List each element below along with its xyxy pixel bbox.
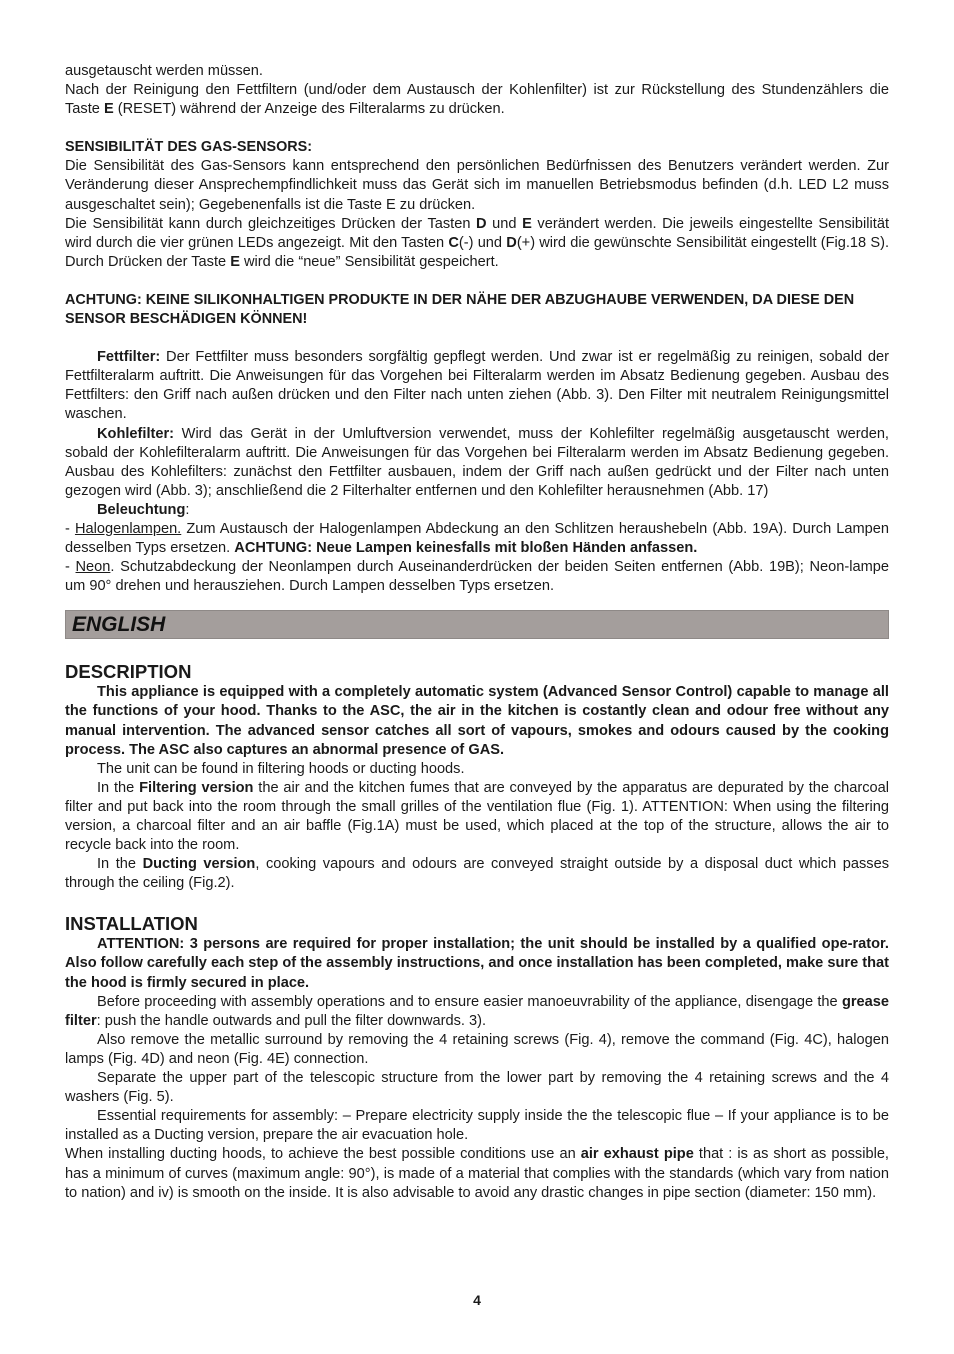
paragraph-reset: Nach der Reinigung den Fettfiltern (und/oder dem Austausch der Kohlenfilter) ist zur Rückstellung des Stundenzählers die Taste E (RESET) während der Anzeige des Filteralarms zu drücken. xyxy=(65,82,889,118)
paragraph-beleuchtung: Beleuchtung: xyxy=(97,501,190,518)
paragraph: Essential requirements for assembly: – Prepare electricity supply inside the the telescopic flue – If your appliance is to be installed as a Ducting version, prepare the air evacuation hole. xyxy=(65,1108,889,1144)
language-section-band xyxy=(65,610,889,639)
page-number: 4 xyxy=(473,1292,481,1308)
paragraph: The unit can be found in filtering hoods or ducting hoods. xyxy=(97,760,465,777)
paragraph: Before proceeding with assembly operations and to ensure easier manoeuvrability of the appliance, disengage the grease filter: push the handle outwards and pull the filter downwards. 3). xyxy=(65,993,889,1029)
document-page xyxy=(65,62,889,1203)
paragraph-halogen: - Halogenlampen. Zum Austausch der Halogenlampen Abdeckung an den Schlitzen heraushebeln (Abb. 19A). Durch Lampen desselben Typs ersetzen. ACHTUNG: Neue Lampen keinesfalls mit bloßen Händen anfassen. xyxy=(65,520,890,557)
paragraph-fettfilter: Fettfilter: Der Fettfilter muss besonders sorgfältig gepflegt werden. Und zwar ist er regelmäßig zu reinigen, sobald der Fettfilteralarm auftritt. Die Anweisungen für das Vorgehen bei Filteralarm werden im Absatz Bedienung gegeben. Ausbau des Fettfilters: den Griff nach außen drücken und den Filter nach unten ziehen (Abb. 3). Den Filter mit neutralem Reinigungsmittel waschen. xyxy=(65,349,889,423)
paragraph: Die Sensibilität des Gas-Sensors kann entsprechend den persönlichen Bedürfnissen des Benutzers verändert werden. Zur Veränderung dieser Ansprechempfindlichkeit muss das Gerät sich im manuellen Betriebsmodus befinden (d.h. LED L2 muss ausgeschaltet sein); Gegebenenfalls ist die Taste E zu drücken. xyxy=(65,158,889,213)
installation-warning: ATTENTION: 3 persons are required for proper installation; the unit should be installed by a qualified ope-rator. Also follow carefully each step of the assembly instructions, and once installation has been completed, make sure that the hood is firmly secured in place. xyxy=(65,936,889,991)
description-intro: This appliance is equipped with a completely automatic system (Advanced Sensor Control) capable to manage all the functions of your hood. Thanks to the ASC, the air in the kitchen is costantly clean and odour free without any manual intervention. The advanced sensor catches all sort of vapours, smokes and odours caused by the cooking process. The ASC also captures an abnormal presence of GAS. xyxy=(65,684,889,758)
paragraph-exhaust-pipe: When installing ducting hoods, to achieve the best possible conditions use an air exhaust pipe that : is as short as possible, has a minimum of curves (maximum angle: 90°), is made of a material that complies with the standards (which vary from nation to nation) and iv) is smooth on the inside. It is also advisable to avoid any drastic changes in pipe section (diameter: 150 mm). xyxy=(65,1146,889,1201)
paragraph-neon: - Neon. Schutzabdeckung der Neonlampen durch Auseinanderdrücken der beiden Seiten entfernen (Abb. 19B); Neon-lampe um 90° drehen und herausziehen. Durch Lampen desselben Typs ersetzen. xyxy=(65,559,889,595)
paragraph: ausgetauscht werden müssen. xyxy=(65,63,263,79)
paragraph-ducting: In the Ducting version, cooking vapours and odours are conveyed straight outside by a disposal duct which passes through the ceiling (Fig.2). xyxy=(65,856,889,892)
paragraph-kohlefilter: Kohlefilter: Wird das Gerät in der Umluftversion verwendet, muss der Kohlefilter regelmäßig ausgetauscht werden, sobald der Kohlefilteralarm auftritt. Die Anweisungen für das Vorgehen bei Filteralarm werden im Absatz Bedienung gegeben. Ausbau des Kohlefilters: zunächst den Fettfilter ausbauen, indem der Griff nach außen gedrückt und der Filter nach unten gezogen wird (Abb. 3); anschließend die 2 Filterhalter entfernen und den Kohlefilter herausnehmen (Abb. 17) xyxy=(65,425,889,499)
installation-heading: INSTALLATION xyxy=(65,913,198,935)
paragraph-filtering: In the Filtering version the air and the kitchen fumes that are conveyed by the apparatus are depurated by the charcoal filter and put back into the room through the small grilles of the ventilation flue (Fig. 1). ATTENTION: When using the filtering version, a charcoal filter and an air baffle (Fig.1A) must be used, which placed at the top of the structure, allows the air to recycle back into the room. xyxy=(65,779,889,854)
paragraph: Separate the upper part of the telescopic structure from the lower part by removing the 4 retaining screws and the 4 washers (Fig. 5). xyxy=(65,1070,889,1106)
sensor-section-title: SENSIBILITÄT DES GAS-SENSORS: xyxy=(65,139,313,156)
silicone-warning: ACHTUNG: KEINE SILIKONHALTIGEN PRODUKTE IN DER NÄHE DER ABZUGHAUBE VERWENDEN, DA DIESE DEN SENSOR BESCHÄDIGEN KÖNNEN! xyxy=(65,291,855,328)
paragraph: Die Sensibilität kann durch gleichzeitiges Drücken der Tasten D und E verändert werden. Die jeweils eingestellte Sensibilität wird durch die vier grünen LEDs angezeigt. Mit den Tasten C(-) und D(+) wird die gewünschte Sensibilität eingestellt (Fig.18 S). Durch Drücken der Taste E wird die “neue” Sensibilität gespeichert. xyxy=(65,215,889,270)
paragraph: Also remove the metallic surround by removing the 4 retaining screws (Fig. 4), remove the command (Fig. 4C), halogen lamps (Fig. 4D) and neon (Fig. 4E) connection. xyxy=(65,1031,889,1067)
language-section-title: ENGLISH xyxy=(72,613,166,637)
description-heading: DESCRIPTION xyxy=(65,661,192,683)
